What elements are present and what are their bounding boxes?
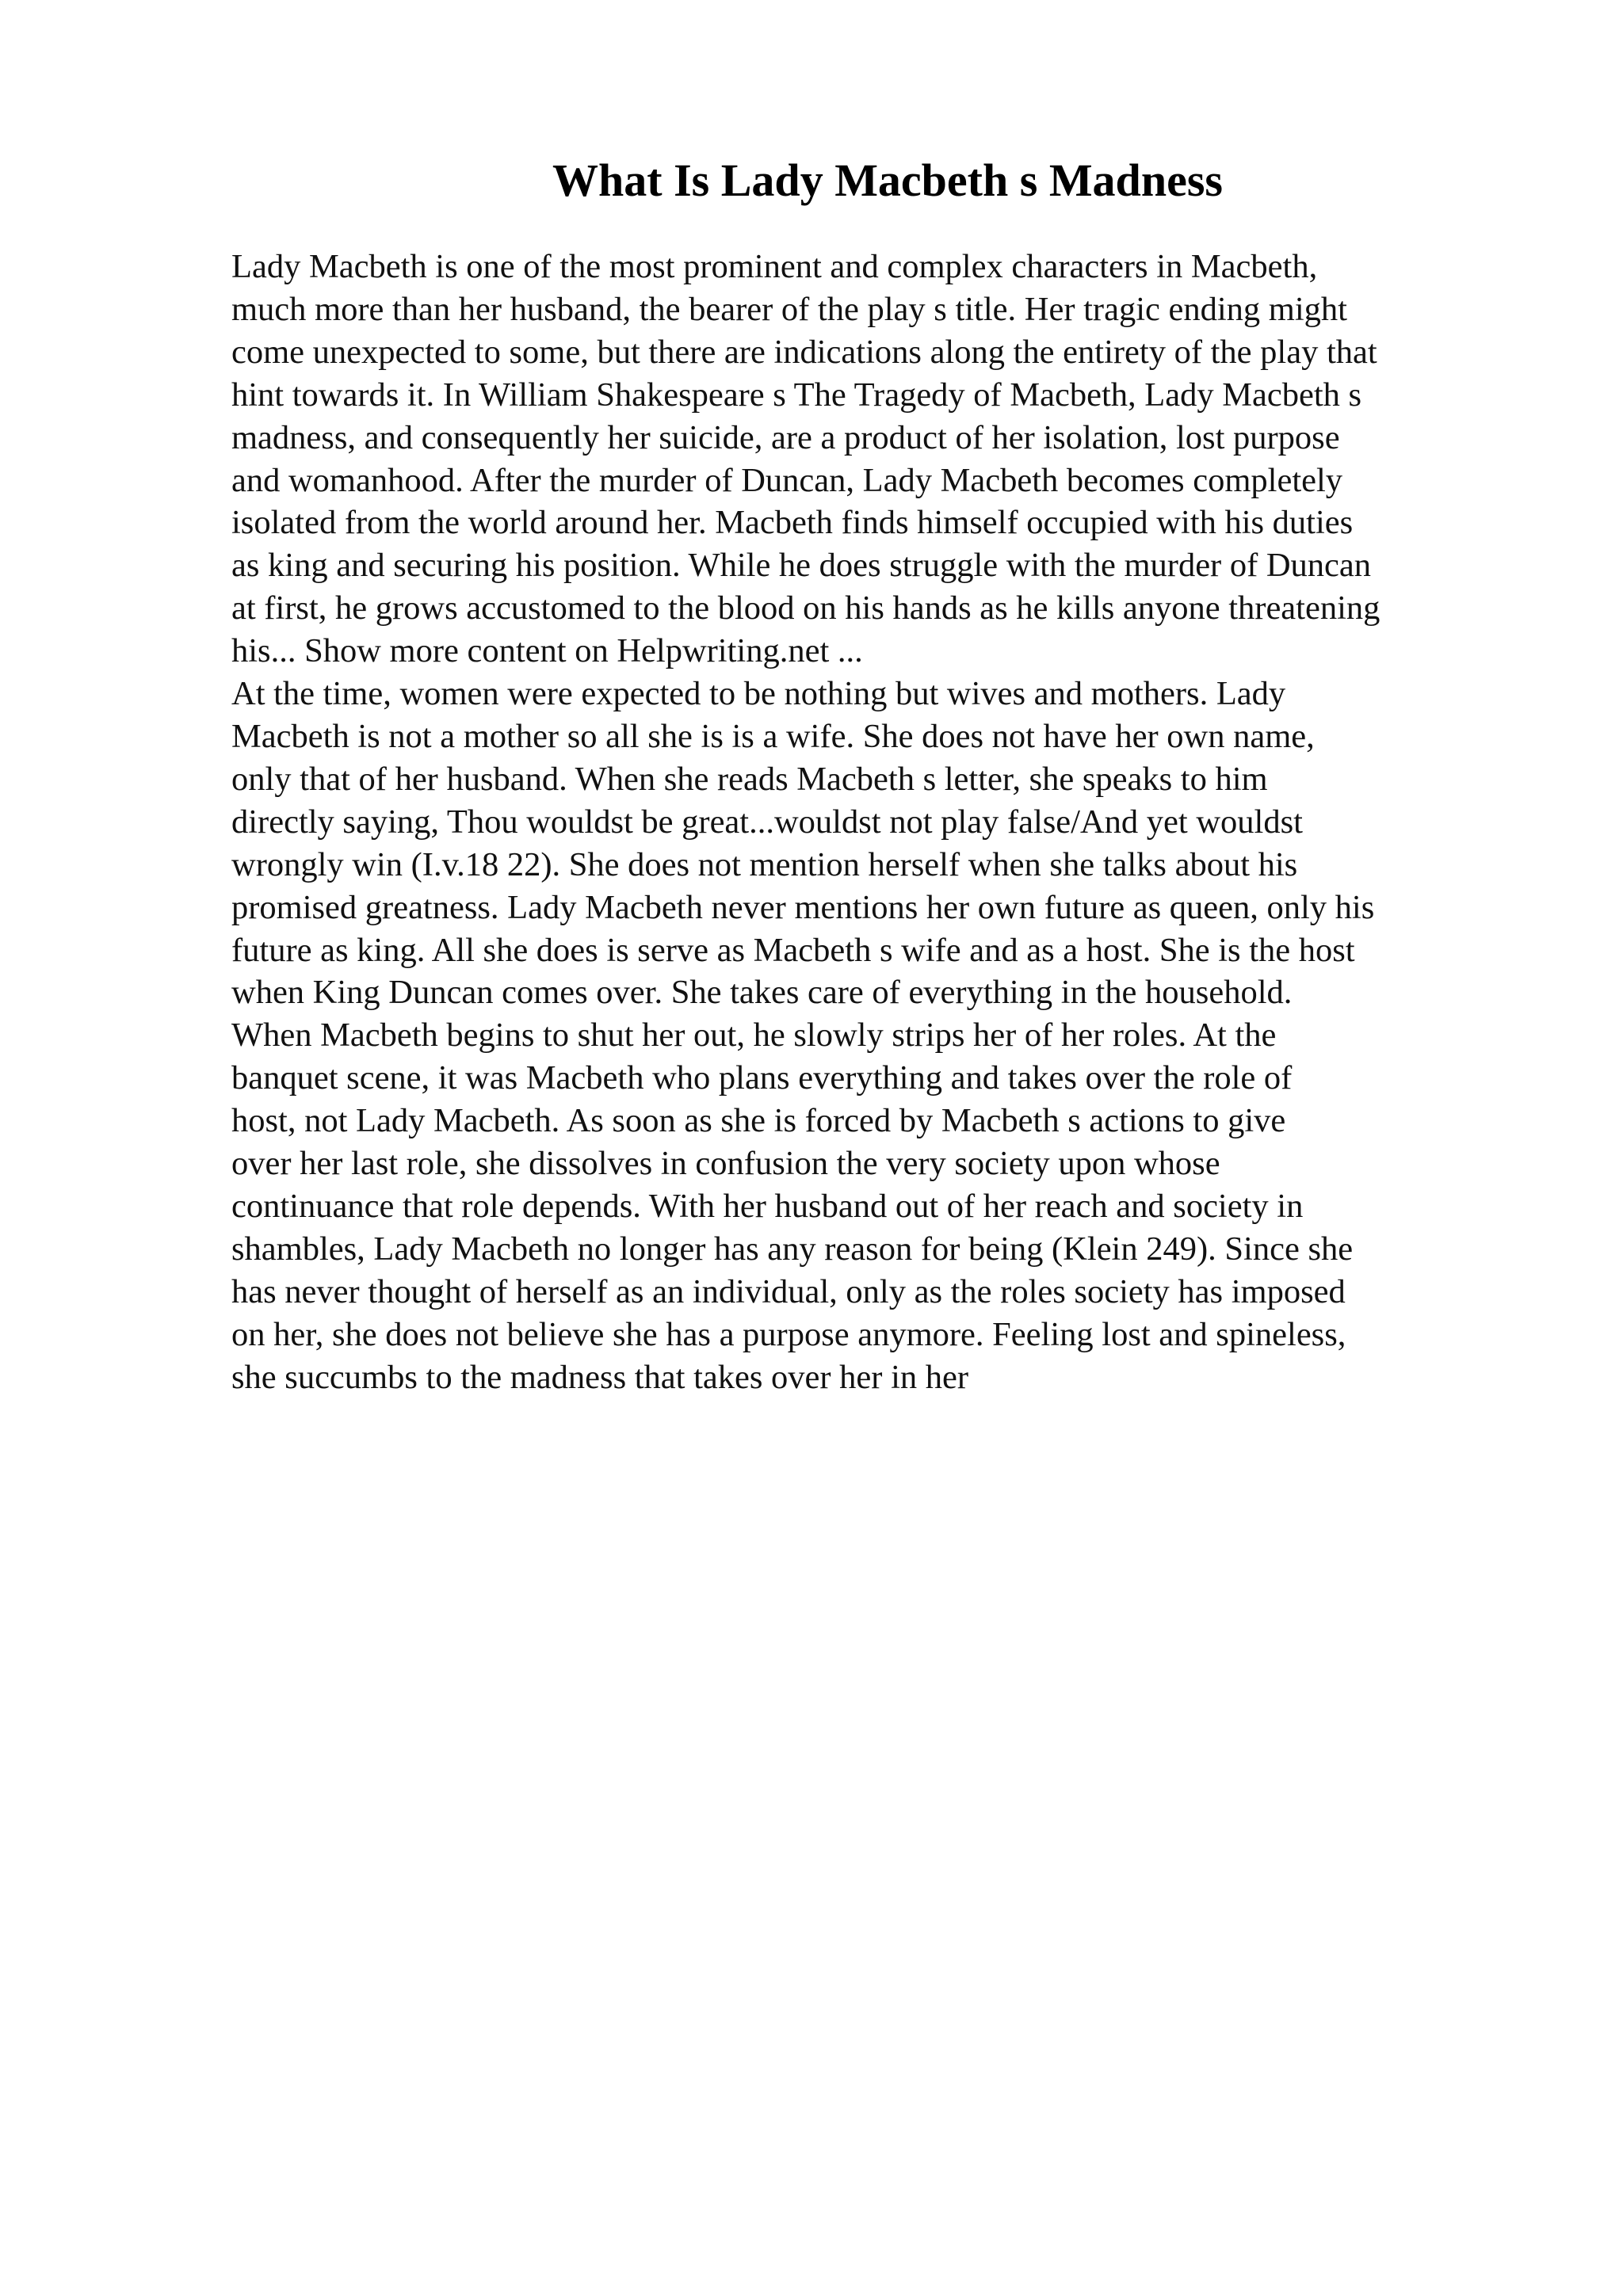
text-line: at first, he grows accustomed to the blood on his hands as he kills anyone threatening bbox=[231, 589, 1381, 627]
document-title: What Is Lady Macbeth s Madness bbox=[552, 154, 1223, 206]
text-line: madness, and consequently her suicide, are a product of her isolation, lost purpose bbox=[231, 418, 1340, 456]
text-line: only that of her husband. When she reads Macbeth s letter, she speaks to him bbox=[231, 760, 1268, 798]
text-line: shambles, Lady Macbeth no longer has any reason for being (Klein 249). Since she bbox=[231, 1230, 1354, 1268]
text-line: At the time, women were expected to be nothing but wives and mothers. Lady bbox=[231, 675, 1286, 713]
text-line: continuance that role depends. With her husband out of her reach and society in bbox=[231, 1187, 1304, 1225]
text-line: hint towards it. In William Shakespeare s The Tragedy of Macbeth, Lady Macbeth s bbox=[231, 376, 1362, 414]
text-line: When Macbeth begins to shut her out, he slowly strips her of her roles. At the bbox=[231, 1016, 1277, 1055]
text-line: banquet scene, it was Macbeth who plans everything and takes over the role of bbox=[231, 1059, 1293, 1097]
text-line: future as king. All she does is serve as Macbeth s wife and as a host. She is the host bbox=[231, 931, 1355, 969]
text-line: Lady Macbeth is one of the most prominent and complex characters in Macbeth, bbox=[231, 248, 1318, 285]
text-line: come unexpected to some, but there are indications along the entirety of the play that bbox=[231, 333, 1377, 371]
text-line: on her, she does not believe she has a purpose anymore. Feeling lost and spineless, bbox=[231, 1315, 1346, 1353]
text-line: much more than her husband, the bearer of the play s title. Her tragic ending might bbox=[231, 290, 1347, 328]
text-line: directly saying, Thou wouldst be great...wouldst not play false/And yet wouldst bbox=[231, 803, 1303, 841]
text-line: isolated from the world around her. Macbeth finds himself occupied with his duties bbox=[231, 504, 1354, 542]
text-line: and womanhood. After the murder of Duncan, Lady Macbeth becomes completely bbox=[231, 461, 1343, 499]
document-body bbox=[231, 246, 1579, 1398]
text-line: his... Show more content on Helpwriting.net ... bbox=[231, 632, 863, 670]
text-line: host, not Lady Macbeth. As soon as she is forced by Macbeth s actions to give bbox=[231, 1102, 1286, 1140]
text-line: promised greatness. Lady Macbeth never mentions her own future as queen, only his bbox=[231, 888, 1375, 926]
text-line: as king and securing his position. While he does struggle with the murder of Duncan bbox=[231, 547, 1372, 585]
text-line: has never thought of herself as an individual, only as the roles society has imposed bbox=[231, 1272, 1346, 1310]
text-line: when King Duncan comes over. She takes care of everything in the household. bbox=[231, 974, 1293, 1012]
text-line: she succumbs to the madness that takes over her in her bbox=[231, 1358, 969, 1396]
text-line: Macbeth is not a mother so all she is is a wife. She does not have her own name, bbox=[231, 717, 1315, 755]
text-line: over her last role, she dissolves in confusion the very society upon whose bbox=[231, 1145, 1220, 1183]
text-line: wrongly win (I.v.18 22). She does not mention herself when she talks about his bbox=[231, 845, 1298, 883]
